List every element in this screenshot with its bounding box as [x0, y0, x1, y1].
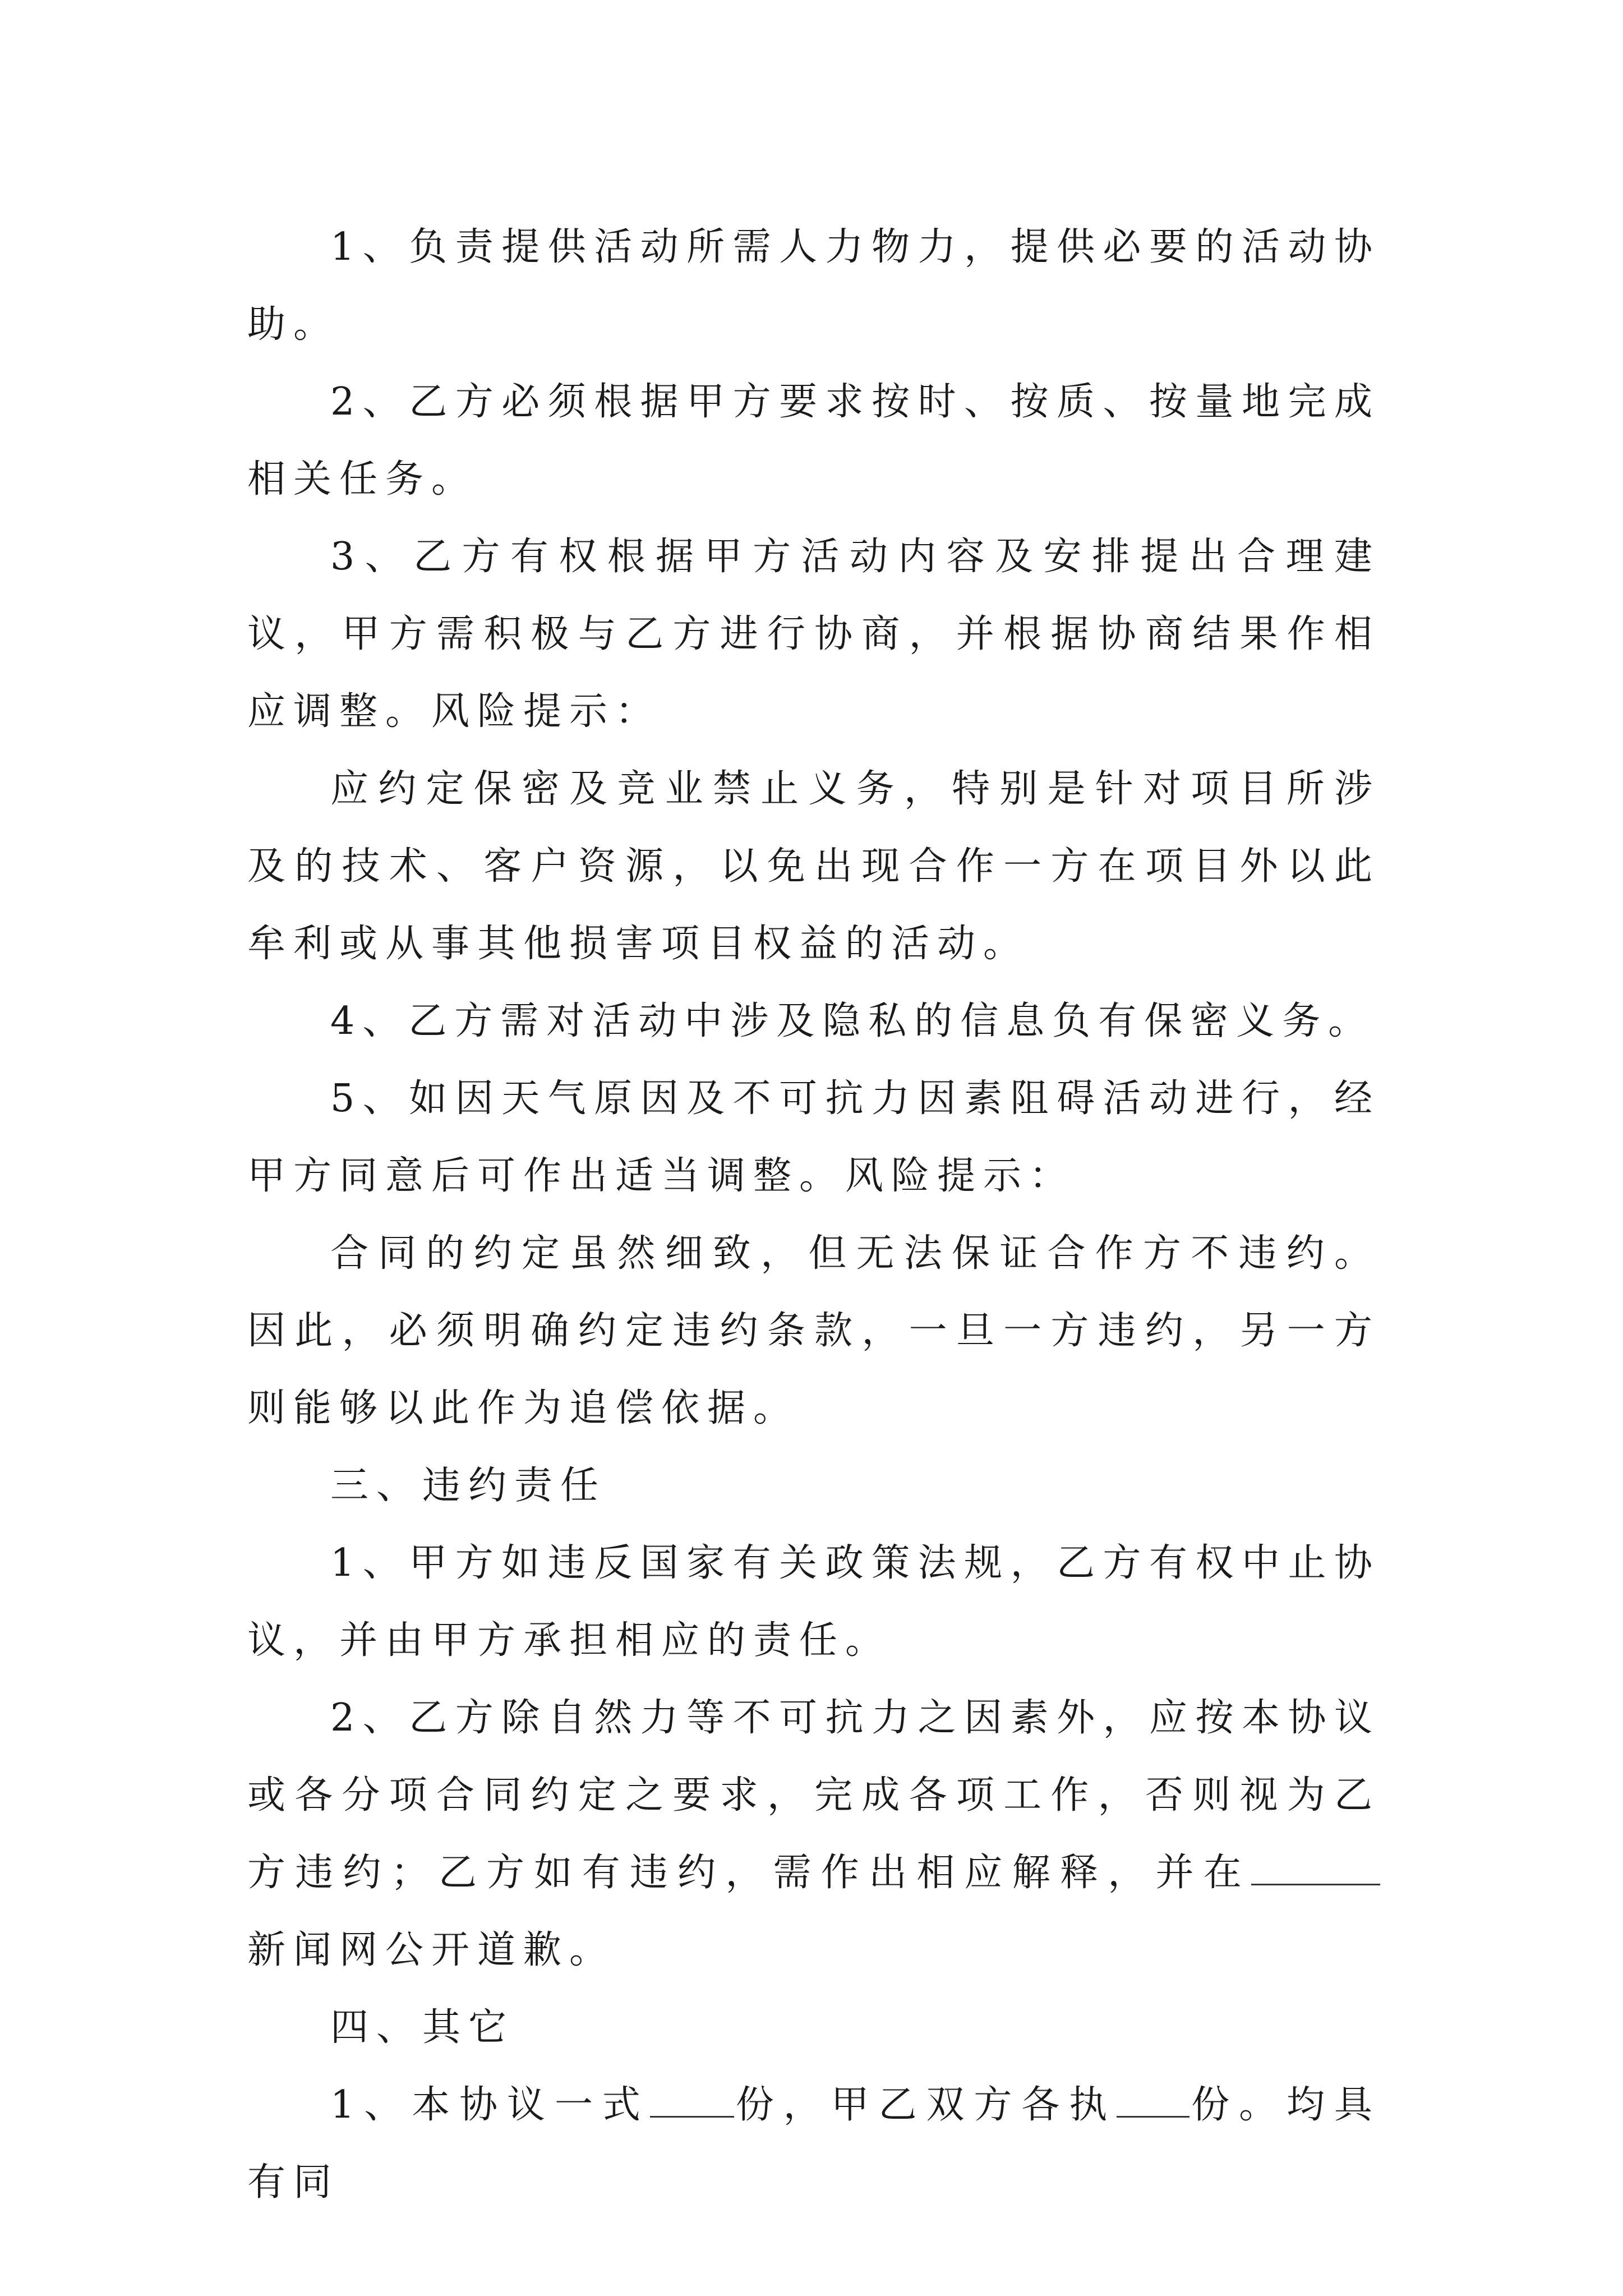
document-body	[247, 209, 1380, 2221]
clause-3-paragraph	[247, 518, 1380, 751]
clause-1-paragraph: 1、负责提供活动所需人力物力，提供必要的活动协助。	[247, 225, 1380, 347]
section-heading-breach: 三、违约责任	[330, 1464, 607, 1508]
other-clause-1-paragraph	[247, 2067, 1380, 2221]
fill-in-blank-copies-each	[1117, 2082, 1189, 2118]
contract-note-paragraph: 合同的约定虽然细致，但无法保证合作方不违约。因此，必须明确约定违约条款，一旦一方违约，另一方则能够以此作为追偿依据。	[247, 1231, 1380, 1430]
other-clause-1-text-c: 份。均具有同	[247, 2083, 1380, 2205]
clause-5-paragraph: 5、如因天气原因及不可抗力因素阻碍活动进行，经甲方同意后可作出适当调整。风险提示：	[247, 1076, 1380, 1198]
clause-3-text: 3、乙方有权根据甲方活动内容及安排提出合理建议，甲方需积极与乙方进行协商，并根据协商结果作相应调整。	[247, 535, 1380, 734]
breach-clause-2-text-b: 新闻网公开道歉。	[247, 1928, 616, 1972]
breach-clause-2-text-a: 2、乙方除自然力等不可抗力之因素外，应按本协议或各分项合同约定之要求，完成各项工作，否则视为乙方违约；乙方如有违约，需作出相应解释，并在	[247, 1696, 1380, 1895]
other-clause-1-text-a: 1、本协议一式	[330, 2083, 650, 2127]
fill-in-blank-news-site	[1251, 1850, 1380, 1885]
clause-4-paragraph: 4、乙方需对活动中涉及隐私的信息负有保密义务。	[330, 999, 1375, 1043]
section-heading-other: 四、其它	[330, 2005, 515, 2050]
breach-clause-1-paragraph: 1、甲方如违反国家有关政策法规，乙方有权中止协议，并由甲方承担相应的责任。	[247, 1541, 1380, 1663]
clause-2-paragraph: 2、乙方必须根据甲方要求按时、按质、按量地完成相关任务。	[247, 380, 1380, 501]
risk-notice-paragraph: 应约定保密及竞业禁止义务，特别是针对项目所涉及的技术、客户资源，以免出现合作一方在项目外以此牟利或从事其他损害项目权益的活动。	[247, 767, 1380, 966]
breach-clause-2-paragraph	[247, 1680, 1380, 1989]
fill-in-blank-copies-total	[650, 2082, 734, 2118]
risk-notice-label: 风险提示：	[431, 689, 662, 734]
other-clause-1-text-b: 份，甲乙双方各执	[734, 2083, 1117, 2127]
